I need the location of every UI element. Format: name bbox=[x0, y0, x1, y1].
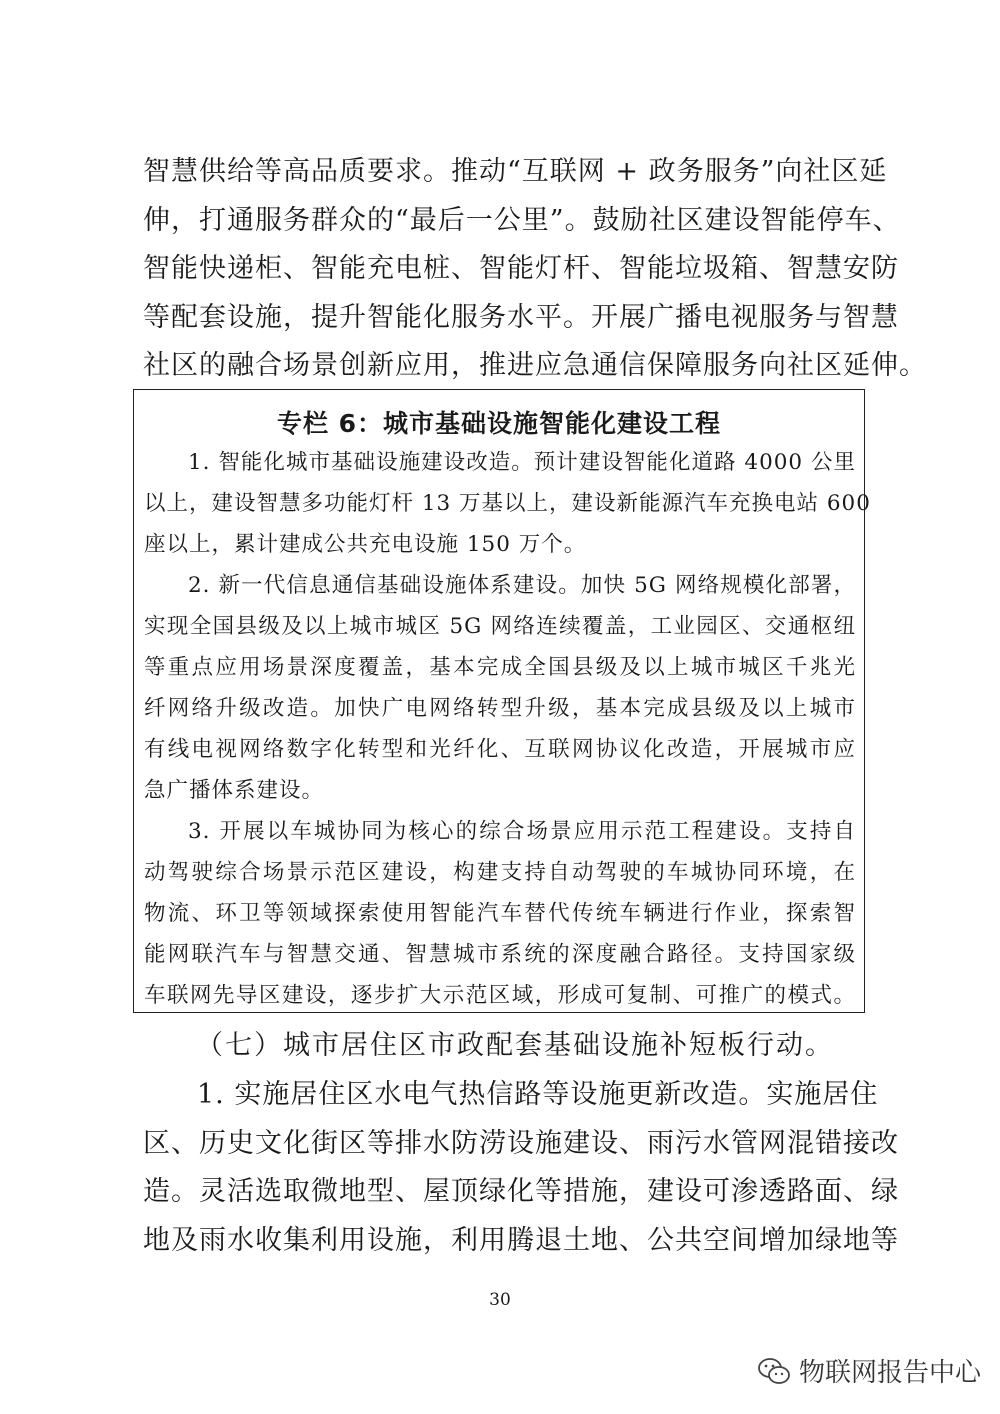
body-paragraph bbox=[143, 1071, 899, 1265]
text-line: 1. 实施居住区水电气热信路等设施更新改造。实施居住 bbox=[197, 1079, 879, 1110]
text-line: 智能快递柜、智能充电桩、智能灯杆、智能垃圾箱、智慧安防 bbox=[143, 253, 899, 284]
text-line: 伸，打通服务群众的“最后一公里”。鼓励社区建设智能停车、 bbox=[143, 204, 901, 236]
box-line: 座以上，累计建成公共充电设施 150 万个。 bbox=[144, 532, 587, 557]
box-line: 2. 新一代信息通信基础设施体系建设。加快 5G 网络规模化部署， bbox=[188, 573, 856, 598]
text-line: 地及雨水收集利用设施，利用腾退土地、公共空间增加绿地等 bbox=[143, 1224, 899, 1256]
box-title: 专栏 6：城市基础设施智能化建设工程 bbox=[276, 409, 722, 438]
watermark-text: 物联网报告中心 bbox=[799, 1358, 982, 1388]
box-line: 有线电视网络数字化转型和光纤化、互联网协议化改造，开展城市应 bbox=[144, 737, 856, 762]
text-line: 造。灵活选取微地型、屋顶绿化等措施，建设可渗透路面、绿 bbox=[143, 1176, 899, 1207]
text-line: 等配套设施，提升智能化服务水平。开展广播电视服务与智慧 bbox=[143, 301, 899, 333]
box-line: 能网联汽车与智慧交通、智慧城市系统的深度融合路径。支持国家级 bbox=[144, 942, 856, 967]
page-number: 30 bbox=[489, 1290, 511, 1310]
box-line: 动驾驶综合场景示范区建设，构建支持自动驾驶的车城协同环境，在 bbox=[144, 860, 856, 885]
box-line: 以上，建设智慧多功能灯杆 13 万基以上，建设新能源汽车充换电站 600 bbox=[144, 491, 871, 516]
box-line: 1. 智能化城市基础设施建设改造。预计建设智能化道路 4000 公里 bbox=[188, 450, 856, 475]
section-heading: （七）城市居住区市政配套基础设施补短板行动。 bbox=[196, 1030, 834, 1061]
intro-paragraph bbox=[143, 148, 927, 391]
text-line: 社区的融合场景创新应用，推进应急通信保障服务向社区延伸。 bbox=[143, 350, 927, 381]
box-line: 物流、环卫等领域探索使用智能汽车替代传统车辆进行作业，探索智 bbox=[144, 901, 856, 926]
sidebar-box bbox=[133, 389, 871, 1013]
text-line: 区、历史文化街区等排水防涝设施建设、雨污水管网混错接改 bbox=[143, 1127, 899, 1159]
box-line: 3. 开展以车城协同为核心的综合场景应用示范工程建设。支持自 bbox=[188, 819, 856, 844]
box-line: 等重点应用场景深度覆盖，基本完成全国县级及以上城市城区千兆光 bbox=[144, 655, 856, 680]
wechat-icon bbox=[757, 1356, 791, 1386]
text-line: 智慧供给等高品质要求。推动“互联网 + 政务服务”向社区延 bbox=[143, 156, 888, 187]
box-line: 车联网先导区建设，逐步扩大示范区域，形成可复制、可推广的模式。 bbox=[144, 983, 856, 1008]
box-line: 纤网络升级改造。加快广电网络转型升级，基本完成县级及以上城市 bbox=[144, 696, 856, 721]
box-line: 急广播体系建设。 bbox=[144, 778, 325, 803]
box-line: 实现全国县级及以上城市城区 5G 网络连续覆盖，工业园区、交通枢纽 bbox=[144, 614, 856, 639]
box-body bbox=[144, 442, 871, 1016]
watermark bbox=[757, 1352, 981, 1389]
